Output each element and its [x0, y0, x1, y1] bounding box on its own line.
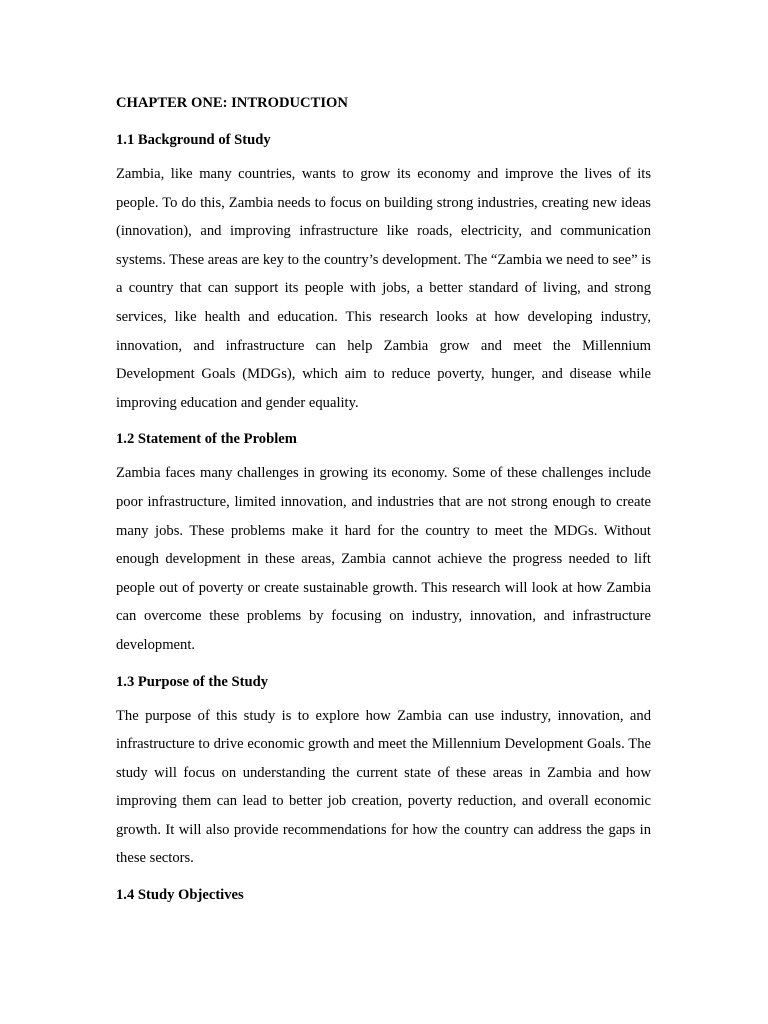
section-heading-background: 1.1 Background of Study	[116, 132, 271, 148]
chapter-title: CHAPTER ONE: INTRODUCTION	[116, 95, 348, 111]
section-heading-problem-statement: 1.2 Statement of the Problem	[116, 431, 297, 448]
section-body-background: Zambia, like many countries, wants to grow its economy and improve the lives of its people. To do this, Zambia needs to focus on building strong industries, creating new ideas (innovation), and improving infrastructure like roads, electricity, and communication systems. These areas are key to the country’s development. The “Zambia we need to see” is a country that can support its people with jobs, a better standard of living, and strong services, like health and education. This research looks at how developing industry, innovation, and infrastructure can help Zambia grow and meet the Millennium Development Goals (MDGs), which aim to reduce poverty, hunger, and disease while improving education and gender equality.	[116, 166, 651, 411]
section-body-purpose: The purpose of this study is to explore how Zambia can use industry, innovation, and infrastructure to drive economic growth and meet the Millennium Development Goals. The study will focus on understanding the current state of these areas in Zambia and how improving them can lead to better job creation, poverty reduction, and overall economic growth. It will also provide recommendations for how the country can address the gaps in these sectors.	[116, 707, 651, 867]
section-heading-purpose: 1.3 Purpose of the Study	[116, 673, 269, 690]
section-body-problem-statement: Zambia faces many challenges in growing its economy. Some of these challenges include poor infrastructure, limited innovation, and industries that are not strong enough to create many jobs. These problems make it hard for the country to meet the MDGs. Without enough development in these areas, Zambia cannot achieve the progress needed to lift people out of poverty or create sustainable growth. This research will look at how Zambia can overcome these problems by focusing on industry, innovation, and infrastructure development.	[116, 465, 651, 653]
document-page	[116, 94, 651, 904]
section-heading-objectives: 1.4 Study Objectives	[116, 887, 244, 904]
